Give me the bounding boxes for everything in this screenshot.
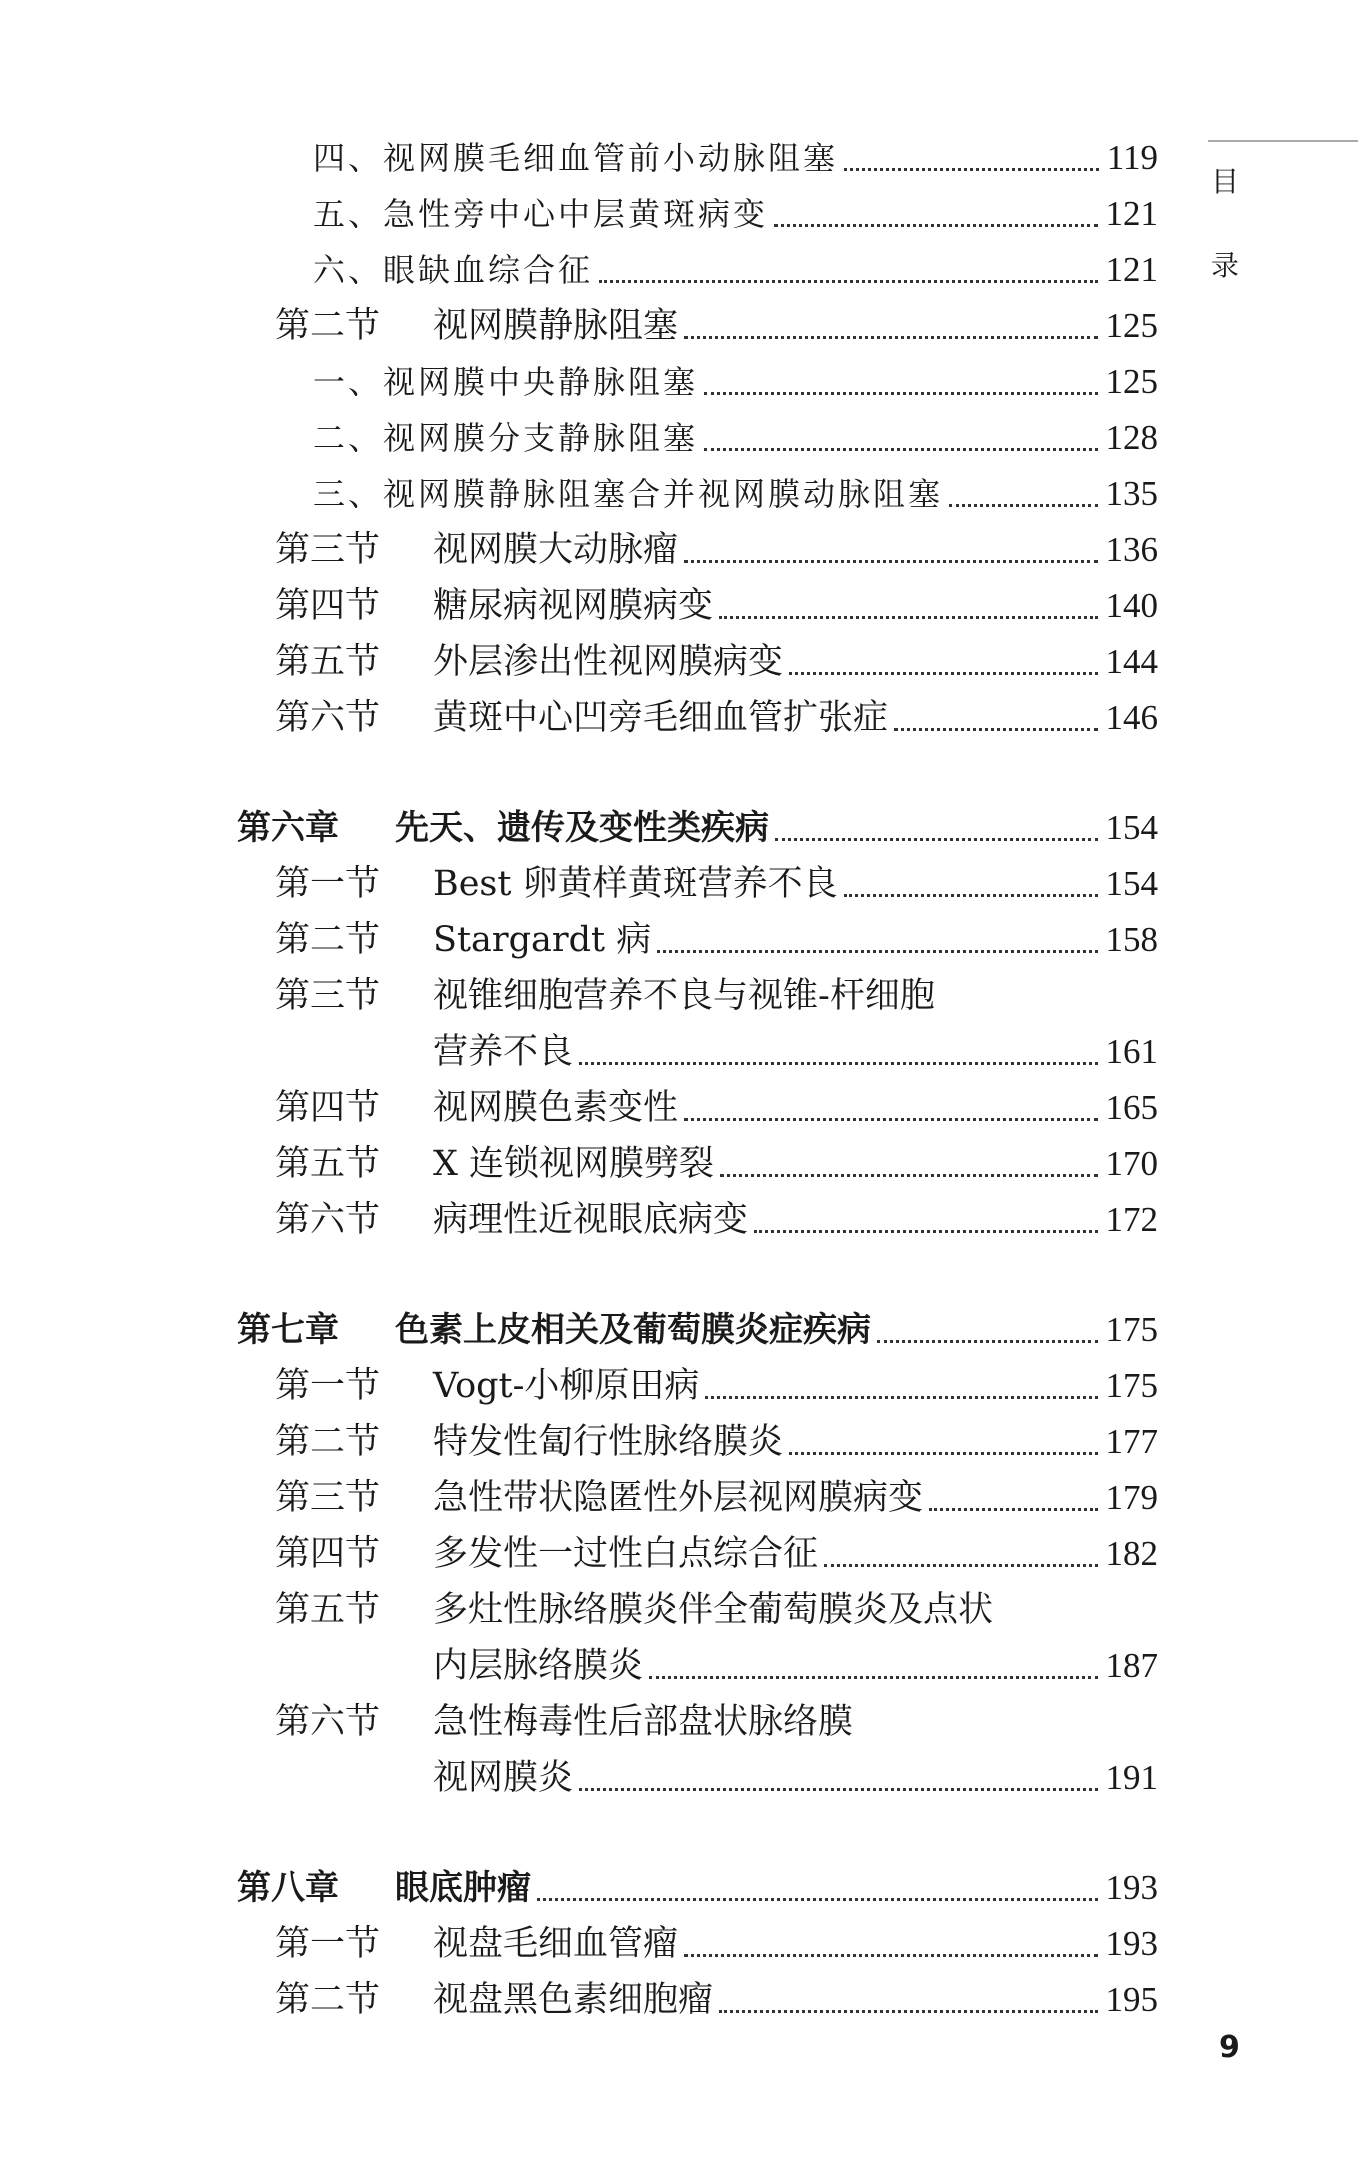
entry-page-number: 177 — [1105, 1422, 1158, 1461]
section-label: 第四节 — [275, 1534, 381, 1574]
section-label: 第六节 — [275, 1702, 381, 1742]
toc-entry[interactable] — [275, 1418, 1158, 1466]
section-label: 第四节 — [275, 586, 381, 626]
toc-entry[interactable] — [275, 1140, 1158, 1188]
entry-title: 外层渗出性视网膜病变 — [433, 642, 784, 682]
entry-title: 眼底肿瘤 — [395, 1868, 531, 1908]
chapter-label: 第六章 — [237, 808, 339, 848]
entry-title: 先天、遗传及变性类疾病 — [395, 808, 769, 848]
chapter-label: 第七章 — [237, 1310, 339, 1350]
toc-entry[interactable] — [275, 1530, 1158, 1578]
dot-leader — [684, 1954, 1097, 1957]
section-label: 第三节 — [275, 1478, 381, 1518]
dot-leader — [877, 1340, 1098, 1343]
section-label: 第六节 — [275, 1200, 381, 1240]
dot-leader — [719, 616, 1097, 619]
entry-title: Best 卵黄样黄斑营养不良 — [433, 864, 838, 904]
entry-title: 病理性近视眼底病变 — [433, 1200, 749, 1240]
section-label: 第二节 — [275, 306, 381, 346]
entry-title: 内层脉络膜炎 — [433, 1646, 644, 1686]
toc-entry[interactable] — [237, 804, 1158, 852]
toc-entry[interactable] — [275, 1920, 1158, 1968]
entry-title: 三、视网膜静脉阻塞合并视网膜动脉阻塞 — [313, 475, 944, 513]
entry-title: 六、眼缺血综合征 — [313, 251, 594, 289]
entry-page-number: 161 — [1105, 1032, 1158, 1071]
entry-page-number: 170 — [1105, 1144, 1158, 1183]
toc-entry[interactable] — [433, 1754, 1158, 1802]
toc-entry[interactable] — [275, 1474, 1158, 1522]
toc-entry[interactable] — [433, 1642, 1158, 1690]
entry-page-number: 172 — [1105, 1200, 1158, 1239]
dot-leader — [949, 504, 1097, 507]
dot-leader — [579, 1788, 1097, 1791]
entry-page-number: 125 — [1105, 306, 1158, 345]
toc-entry[interactable] — [313, 190, 1158, 238]
entry-page-number: 195 — [1105, 1980, 1158, 2019]
entry-page-number: 121 — [1105, 194, 1158, 233]
dot-leader — [705, 1396, 1097, 1399]
entry-page-number: 154 — [1105, 864, 1158, 903]
entry-page-number: 146 — [1105, 698, 1158, 737]
entry-page-number: 140 — [1105, 586, 1158, 625]
side-title — [1211, 165, 1241, 336]
entry-title: Vogt-小柳原田病 — [433, 1366, 700, 1406]
entry-title: 色素上皮相关及葡萄膜炎症疾病 — [395, 1310, 871, 1350]
dot-leader — [704, 392, 1097, 395]
entry-title: 二、视网膜分支静脉阻塞 — [313, 419, 699, 457]
dot-leader — [894, 728, 1097, 731]
dot-leader — [775, 838, 1098, 841]
dot-leader — [684, 1118, 1097, 1121]
section-label: 第二节 — [275, 1980, 381, 2020]
entry-page-number: 175 — [1105, 1366, 1158, 1405]
section-label: 第四节 — [275, 1088, 381, 1128]
entry-page-number: 125 — [1105, 362, 1158, 401]
toc-entry[interactable] — [237, 1306, 1158, 1354]
toc-entry[interactable] — [275, 972, 1158, 1020]
section-label: 第五节 — [275, 1144, 381, 1184]
dot-leader — [579, 1062, 1097, 1065]
entry-title: X 连锁视网膜劈裂 — [433, 1144, 715, 1184]
entry-page-number: 154 — [1105, 808, 1158, 847]
entry-title: 多发性一过性白点综合征 — [433, 1534, 819, 1574]
toc-entry[interactable] — [313, 134, 1158, 182]
dot-leader — [844, 894, 1098, 897]
entry-page-number: 187 — [1105, 1646, 1158, 1685]
dot-leader — [719, 2010, 1097, 2013]
entry-page-number: 193 — [1105, 1868, 1158, 1907]
section-label: 第一节 — [275, 1366, 381, 1406]
toc-entry[interactable] — [275, 1362, 1158, 1410]
entry-title: 视锥细胞营养不良与视锥-杆细胞 — [433, 976, 935, 1016]
dot-leader — [649, 1676, 1097, 1679]
toc-entry[interactable] — [237, 1864, 1158, 1912]
entry-page-number: 144 — [1105, 642, 1158, 681]
entry-page-number: 119 — [1106, 138, 1158, 177]
entry-title: 视网膜大动脉瘤 — [433, 530, 679, 570]
dot-leader — [657, 950, 1097, 953]
toc-entry[interactable] — [275, 526, 1158, 574]
dot-leader — [929, 1508, 1097, 1511]
toc-entry[interactable] — [275, 694, 1158, 742]
dot-leader — [599, 280, 1097, 283]
section-label: 第三节 — [275, 530, 381, 570]
entry-page-number: 135 — [1105, 474, 1158, 513]
section-label: 第二节 — [275, 1422, 381, 1462]
dot-leader — [824, 1564, 1097, 1567]
entry-page-number: 179 — [1105, 1478, 1158, 1517]
section-label: 第六节 — [275, 698, 381, 738]
section-label: 第一节 — [275, 864, 381, 904]
section-label: 第五节 — [275, 642, 381, 682]
section-label: 第五节 — [275, 1590, 381, 1630]
side-rule — [1208, 140, 1358, 142]
dot-leader — [774, 224, 1097, 227]
toc-entry[interactable] — [433, 1028, 1158, 1076]
entry-title: 多灶性脉络膜炎伴全葡萄膜炎及点状 — [433, 1590, 994, 1630]
toc-entry[interactable] — [275, 638, 1158, 686]
entry-title: 营养不良 — [433, 1032, 574, 1072]
entry-page-number: 193 — [1105, 1924, 1158, 1963]
toc-entry[interactable] — [275, 1586, 1158, 1634]
toc-entry[interactable] — [275, 302, 1158, 350]
side-title-char: 目 — [1211, 165, 1240, 198]
dot-leader — [704, 448, 1097, 451]
dot-leader — [844, 168, 1099, 171]
entry-page-number: 128 — [1105, 418, 1158, 457]
entry-title: 五、急性旁中心中层黄斑病变 — [313, 195, 769, 233]
toc-entry[interactable] — [313, 470, 1158, 518]
toc-entry[interactable] — [313, 414, 1158, 462]
toc-entry[interactable] — [275, 1196, 1158, 1244]
entry-page-number: 158 — [1105, 920, 1158, 959]
dot-leader — [789, 672, 1097, 675]
dot-leader — [754, 1230, 1097, 1233]
entry-page-number: 165 — [1105, 1088, 1158, 1127]
entry-title: 视盘黑色素细胞瘤 — [433, 1980, 714, 2020]
section-label: 第一节 — [275, 1924, 381, 1964]
toc-entry[interactable] — [313, 358, 1158, 406]
section-label: 第三节 — [275, 976, 381, 1016]
entry-page-number: 191 — [1105, 1758, 1158, 1797]
page-number: 9 — [1219, 2030, 1240, 2065]
toc-entry[interactable] — [275, 1698, 1158, 1746]
toc-entry[interactable] — [313, 246, 1158, 294]
dot-leader — [720, 1174, 1097, 1177]
entry-title: 一、视网膜中央静脉阻塞 — [313, 363, 699, 401]
entry-page-number: 121 — [1105, 250, 1158, 289]
entry-page-number: 136 — [1105, 530, 1158, 569]
entry-title: 四、视网膜毛细血管前小动脉阻塞 — [313, 139, 839, 177]
entry-title: 特发性匐行性脉络膜炎 — [433, 1422, 784, 1462]
chapter-label: 第八章 — [237, 1868, 339, 1908]
entry-title: 视盘毛细血管瘤 — [433, 1924, 679, 1964]
toc-entry[interactable] — [275, 860, 1158, 908]
dot-leader — [537, 1898, 1098, 1901]
toc-entry[interactable] — [275, 916, 1158, 964]
entry-title: 黄斑中心凹旁毛细血管扩张症 — [433, 698, 889, 738]
section-label: 第二节 — [275, 920, 381, 960]
toc-entry[interactable] — [275, 1976, 1158, 2024]
entry-title: 视网膜静脉阻塞 — [433, 306, 679, 346]
dot-leader — [684, 560, 1097, 563]
side-title-char: 录 — [1211, 249, 1240, 282]
dot-leader — [789, 1452, 1097, 1455]
entry-title: 糖尿病视网膜病变 — [433, 586, 714, 626]
entry-title: 急性梅毒性后部盘状脉络膜 — [433, 1702, 854, 1742]
entry-title: 急性带状隐匿性外层视网膜病变 — [433, 1478, 924, 1518]
entry-title: 视网膜色素变性 — [433, 1088, 679, 1128]
entry-page-number: 175 — [1105, 1310, 1158, 1349]
toc-entry[interactable] — [275, 582, 1158, 630]
entry-page-number: 182 — [1105, 1534, 1158, 1573]
entry-title: 视网膜炎 — [433, 1758, 574, 1798]
entry-title: Stargardt 病 — [433, 920, 652, 960]
dot-leader — [684, 336, 1097, 339]
toc-entry[interactable] — [275, 1084, 1158, 1132]
